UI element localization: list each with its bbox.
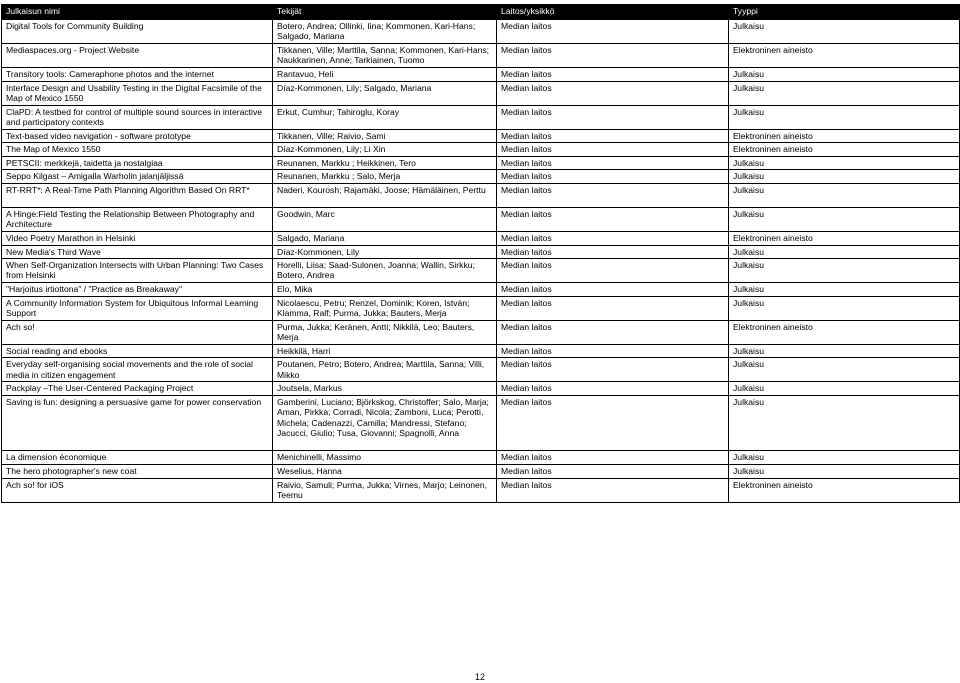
table-row (2, 44, 960, 68)
row-authors: Reunanen, Markku ; Heikkinen, Tero (273, 156, 497, 170)
row-unit: Median laitos (497, 395, 729, 451)
row-title: Seppo Kilgast – Amigalla Warholin jalanjäljissä (2, 170, 273, 184)
row-authors: Raivio, Samuli; Purma, Jukka; Virnes, Marjo; Leinonen, Teemu (273, 478, 497, 502)
row-unit: Median laitos (497, 207, 729, 231)
row-type: Julkaisu (729, 105, 960, 129)
table-row (2, 465, 960, 479)
row-authors: Naderi, Kourosh; Rajamäki, Joose; Hämäläinen, Perttu (273, 183, 497, 207)
row-title: ClaPD: A testbed for control of multiple sound sources in interactive and participatory contexts (2, 105, 273, 129)
row-title: Interface Design and Usability Testing in the Digital Facsimile of the Map of Mexico 1550 (2, 81, 273, 105)
row-unit: Median laitos (497, 358, 729, 382)
row-type: Julkaisu (729, 382, 960, 396)
table-row (2, 259, 960, 283)
row-unit: Median laitos (497, 231, 729, 245)
row-authors: Goodwin, Marc (273, 207, 497, 231)
row-type: Julkaisu (729, 81, 960, 105)
table-row (2, 20, 960, 44)
row-title: Mediaspaces.org - Project Website (2, 44, 273, 68)
row-unit: Median laitos (497, 68, 729, 82)
table-row (2, 451, 960, 465)
row-type: Elektroninen aineisto (729, 478, 960, 502)
row-authors: Erkut, Cumhur; Tahiroglu, Koray (273, 105, 497, 129)
row-unit: Median laitos (497, 156, 729, 170)
row-unit: Median laitos (497, 296, 729, 320)
row-title: Everyday self-organising social movements and the role of social media in citizen engagement (2, 358, 273, 382)
table-row (2, 81, 960, 105)
row-authors: Weselius, Hanna (273, 465, 497, 479)
row-title: New Media's Third Wave (2, 245, 273, 259)
row-title: A Community Information System for Ubiquitous Informal Learning Support (2, 296, 273, 320)
row-type: Elektroninen aineisto (729, 129, 960, 143)
row-unit: Median laitos (497, 81, 729, 105)
row-authors: Tikkanen, Ville; Raivio, Sami (273, 129, 497, 143)
row-authors: Joutsela, Markus (273, 382, 497, 396)
row-authors: Botero, Andrea; Ollinki, Iina; Kommonen, Kari-Hans; Salgado, Mariana (273, 20, 497, 44)
row-title: PETSCII: merkkejä, taidetta ja nostalgiaa (2, 156, 273, 170)
row-unit: Median laitos (497, 259, 729, 283)
row-authors: Poutanen, Petro; Botero, Andrea; Marttila, Sanna; Villi, Mikko (273, 358, 497, 382)
row-unit: Median laitos (497, 20, 729, 44)
row-type: Julkaisu (729, 344, 960, 358)
row-unit: Median laitos (497, 183, 729, 207)
row-type: Julkaisu (729, 20, 960, 44)
table-row (2, 382, 960, 396)
row-authors: Horelli, Liisa; Saad-Sulonen, Joanna; Wallin, Sirkku; Botero, Andrea (273, 259, 497, 283)
table-header-row (2, 5, 960, 20)
row-type: Julkaisu (729, 245, 960, 259)
table-row (2, 283, 960, 297)
row-title: Packplay –The User-Centered Packaging Project (2, 382, 273, 396)
table-row (2, 129, 960, 143)
row-unit: Median laitos (497, 44, 729, 68)
row-unit: Median laitos (497, 478, 729, 502)
row-type: Julkaisu (729, 451, 960, 465)
row-authors: Díaz-Kommonen, Lily; Li Xin (273, 143, 497, 157)
table-row (2, 170, 960, 184)
header-type: Tyyppi (729, 5, 960, 20)
row-type: Julkaisu (729, 68, 960, 82)
table-row (2, 358, 960, 382)
row-authors: Díaz-Kommonen, Lily; Salgado, Mariana (273, 81, 497, 105)
page-number: 12 (474, 672, 485, 682)
row-unit: Median laitos (497, 465, 729, 479)
row-authors: Salgado, Mariana (273, 231, 497, 245)
row-type: Elektroninen aineisto (729, 143, 960, 157)
table-row (2, 68, 960, 82)
row-type: Julkaisu (729, 259, 960, 283)
table-row (2, 478, 960, 502)
row-title: The Map of Mexico 1550 (2, 143, 273, 157)
row-title: Ach so! for iOS (2, 478, 273, 502)
row-authors: Gamberini, Luciano; Björkskog, Christoffer; Salo, Marja; Aman, Pirkka; Corradi, Nicola; Zamboni, Luca; Perotti, Michela; Cadenazzi, Camilla; Mandressi, Stefano; Jacucci, Giulio; Tusa, Giovanni; Spagnolli, Anna (273, 395, 497, 451)
row-type: Julkaisu (729, 170, 960, 184)
row-type: Julkaisu (729, 465, 960, 479)
table-row (2, 207, 960, 231)
row-authors: Rantavuo, Heli (273, 68, 497, 82)
table-row (2, 296, 960, 320)
row-unit: Median laitos (497, 320, 729, 344)
row-unit: Median laitos (497, 170, 729, 184)
row-unit: Median laitos (497, 143, 729, 157)
row-title: Saving is fun: designing a persuasive game for power conservation (2, 395, 273, 451)
row-title: Video Poetry Marathon in Helsinki (2, 231, 273, 245)
row-title: Social reading and ebooks (2, 344, 273, 358)
header-authors: Tekijät (273, 5, 497, 20)
publications-table (1, 4, 960, 503)
table-row (2, 105, 960, 129)
row-type: Julkaisu (729, 296, 960, 320)
row-type: Julkaisu (729, 358, 960, 382)
row-title: "Harjoitus irtiottona" / "Practice as Breakaway" (2, 283, 273, 297)
table-row (2, 156, 960, 170)
row-authors: Nicolaescu, Petru; Renzel, Dominik; Koren, István; Klamma, Ralf; Purma, Jukka; Bauters, Merja (273, 296, 497, 320)
row-type: Julkaisu (729, 156, 960, 170)
row-unit: Median laitos (497, 382, 729, 396)
table-row (2, 344, 960, 358)
row-title: La dimension économique (2, 451, 273, 465)
header-unit: Laitos/yksikkö (497, 5, 729, 20)
row-authors: Heikkilä, Harri (273, 344, 497, 358)
row-type: Elektroninen aineisto (729, 231, 960, 245)
row-type: Elektroninen aineisto (729, 320, 960, 344)
table-row (2, 320, 960, 344)
row-authors: Tikkanen, Ville; Marttila, Sanna; Kommonen, Kari-Hans; Naukkarinen, Anne; Tarkiainen, Tuomo (273, 44, 497, 68)
row-title: A Hinge:Field Testing the Relationship Between Photography and Architecture (2, 207, 273, 231)
row-authors: Díaz-Kommonen, Lily (273, 245, 497, 259)
row-type: Julkaisu (729, 183, 960, 207)
table-row (2, 143, 960, 157)
row-authors: Purma, Jukka; Keränen, Antti; Nikkilä, Leo; Bauters, Merja (273, 320, 497, 344)
row-type: Elektroninen aineisto (729, 44, 960, 68)
row-authors: Menichinelli, Massimo (273, 451, 497, 465)
row-unit: Median laitos (497, 344, 729, 358)
row-title: Digital Tools for Community Building (2, 20, 273, 44)
table-row (2, 183, 960, 207)
table-body (2, 20, 960, 503)
row-authors: Reunanen, Markku ; Salo, Merja (273, 170, 497, 184)
row-title: Ach so! (2, 320, 273, 344)
row-title: Text-based video navigation - software prototype (2, 129, 273, 143)
row-title: The hero photographer's new coat (2, 465, 273, 479)
row-type: Julkaisu (729, 395, 960, 451)
table-row (2, 395, 960, 451)
row-unit: Median laitos (497, 451, 729, 465)
row-type: Julkaisu (729, 207, 960, 231)
header-title: Julkaisun nimi (2, 5, 273, 20)
table-row (2, 231, 960, 245)
row-title: Transitory tools: Cameraphone photos and the internet (2, 68, 273, 82)
row-title: When Self-Organization Intersects with Urban Planning: Two Cases from Helsinki (2, 259, 273, 283)
row-authors: Elo, Mika (273, 283, 497, 297)
row-unit: Median laitos (497, 283, 729, 297)
row-unit: Median laitos (497, 245, 729, 259)
row-unit: Median laitos (497, 129, 729, 143)
row-unit: Median laitos (497, 105, 729, 129)
table-row (2, 245, 960, 259)
row-type: Julkaisu (729, 283, 960, 297)
row-title: RT-RRT*: A Real-Time Path Planning Algorithm Based On RRT* (2, 183, 273, 207)
